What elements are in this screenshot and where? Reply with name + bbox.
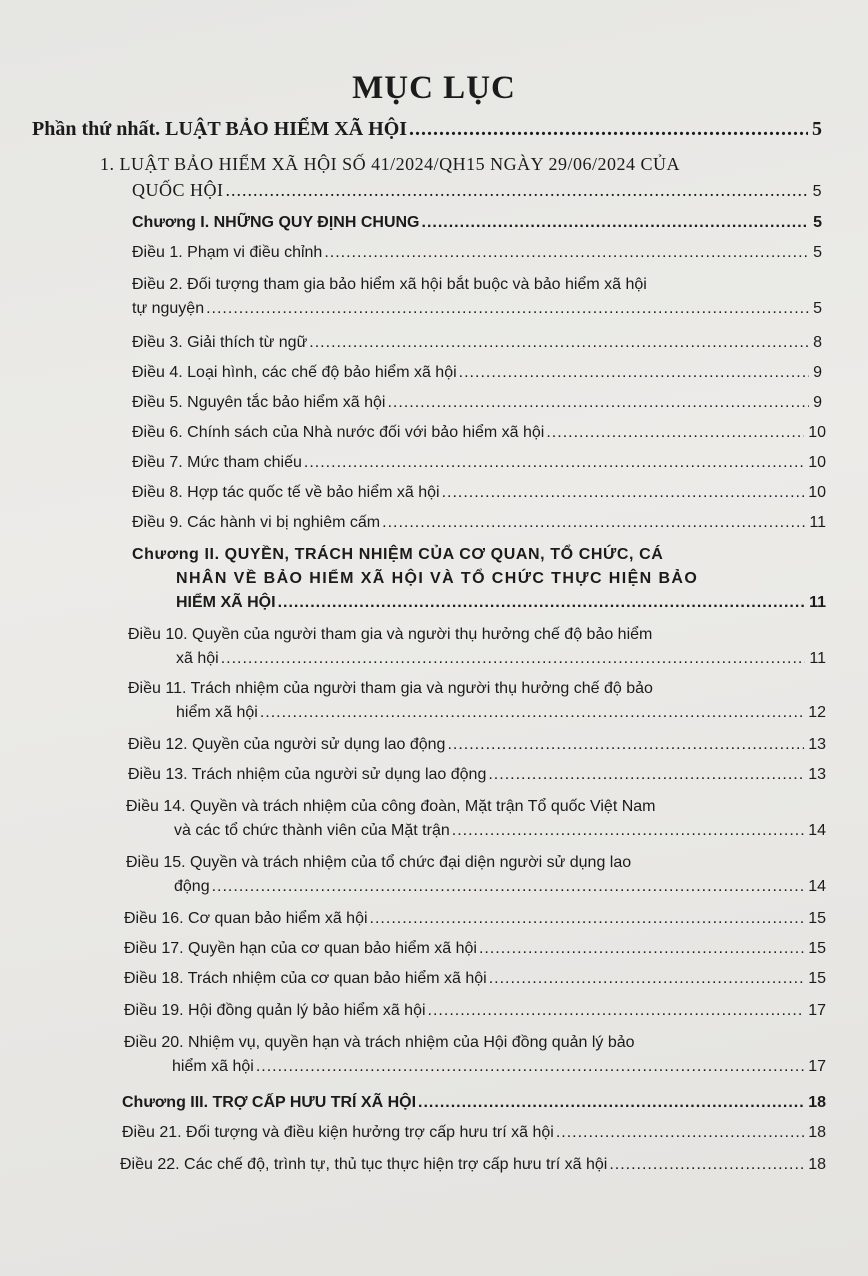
toc-page-number: 18 — [808, 1156, 826, 1173]
toc-entry-text: Điều 12. Quyền của người sử dụng lao động — [128, 736, 446, 753]
dot-leader — [206, 300, 809, 318]
toc-page-number: 11 — [809, 650, 826, 667]
toc-entry-article[interactable] — [176, 704, 826, 722]
toc-entry-text: hiểm xã hội — [176, 704, 258, 721]
toc-entry-text: Điều 13. Trách nhiệm của người sử dụng lao động — [128, 766, 487, 783]
toc-entry-article[interactable] — [174, 822, 826, 840]
dot-leader — [309, 334, 809, 352]
dot-leader — [489, 970, 805, 988]
toc-entry-text: QUỐC HỘI — [132, 180, 224, 200]
toc-entry-law-line: 1. LUẬT BẢO HIỂM XÃ HỘI SỐ 41/2024/QH15 NGÀY 29/06/2024 CỦA — [100, 154, 680, 174]
dot-leader — [442, 484, 805, 502]
toc-entry-article[interactable] — [132, 364, 822, 382]
dot-leader — [304, 454, 804, 472]
toc-entry-article-line: Điều 11. Trách nhiệm của người tham gia và người thụ hưởng chế độ bảo — [128, 680, 653, 697]
toc-entry-part[interactable] — [32, 118, 822, 141]
toc-entry-text: Chương I. NHỮNG QUY ĐỊNH CHUNG — [132, 214, 420, 231]
toc-page-number: 15 — [808, 940, 826, 957]
toc-entry-article[interactable] — [132, 454, 826, 472]
toc-entry-article[interactable] — [132, 244, 822, 262]
toc-entry-article-line: Điều 14. Quyền và trách nhiệm của công đoàn, Mặt trận Tổ quốc Việt Nam — [126, 798, 656, 815]
dot-leader — [459, 364, 809, 382]
toc-entry-text: Điều 1. Phạm vi điều chỉnh — [132, 244, 323, 261]
dot-leader — [428, 1002, 805, 1020]
toc-entry-text: động — [174, 878, 210, 895]
toc-entry-article[interactable] — [132, 514, 826, 532]
toc-page-number: 10 — [808, 454, 826, 471]
dot-leader — [556, 1124, 804, 1142]
toc-entry-article[interactable] — [174, 878, 826, 896]
toc-page-number: 17 — [808, 1058, 826, 1075]
toc-page-number: 9 — [813, 394, 822, 411]
toc-entry-article-line: Điều 20. Nhiệm vụ, quyền hạn và trách nhiệm của Hội đồng quản lý bảo — [124, 1034, 635, 1051]
toc-entry-text: Điều 21. Đối tượng và điều kiện hưởng trợ cấp hưu trí xã hội — [122, 1124, 554, 1141]
toc-entry-law[interactable] — [132, 180, 822, 201]
toc-entry-article[interactable] — [124, 1002, 826, 1020]
toc-page-number: 13 — [808, 736, 826, 753]
dot-leader — [387, 394, 809, 412]
dot-leader — [370, 910, 805, 928]
toc-entry-article[interactable] — [132, 484, 826, 502]
toc-entry-text: Điều 8. Hợp tác quốc tế về bảo hiểm xã hội — [132, 484, 440, 501]
toc-page-number: 14 — [808, 878, 826, 895]
toc-entry-article[interactable] — [172, 1058, 826, 1076]
toc-entry-text: Điều 18. Trách nhiệm của cơ quan bảo hiểm xã hội — [124, 970, 487, 987]
toc-page-number: 5 — [813, 244, 822, 261]
toc-entry-article[interactable] — [128, 766, 826, 784]
toc-entry-chapter-line: NHÂN VỀ BẢO HIỂM XÃ HỘI VÀ TỔ CHỨC THỰC HIỆN BẢO — [176, 570, 699, 587]
toc-entry-text: Điều 3. Giải thích từ ngữ — [132, 334, 308, 351]
dot-leader — [226, 180, 809, 201]
toc-page-number: 5 — [813, 300, 822, 317]
dot-leader — [221, 650, 806, 668]
toc-entry-article[interactable] — [122, 1124, 826, 1142]
toc-page-number: 5 — [812, 118, 822, 140]
toc-page-number: 10 — [808, 424, 826, 441]
toc-page-number: 14 — [808, 822, 826, 839]
toc-page-number: 11 — [809, 594, 826, 611]
toc-entry-article[interactable] — [124, 970, 826, 988]
toc-page-number: 5 — [813, 214, 822, 231]
toc-entry-article[interactable] — [120, 1156, 826, 1174]
toc-entry-article[interactable] — [176, 650, 826, 668]
toc-entry-text: và các tổ chức thành viên của Mặt trận — [174, 822, 450, 839]
dot-leader — [418, 1094, 804, 1112]
toc-entry-text: Điều 5. Nguyên tắc bảo hiểm xã hội — [132, 394, 386, 411]
toc-entry-text: Điều 9. Các hành vi bị nghiêm cấm — [132, 514, 381, 531]
dot-leader — [256, 1058, 804, 1076]
toc-entry-text: Chương III. TRỢ CẤP HƯU TRÍ XÃ HỘI — [122, 1094, 417, 1111]
dot-leader — [479, 940, 804, 958]
toc-page-number: 18 — [808, 1094, 826, 1111]
toc-page-number: 13 — [808, 766, 826, 783]
toc-entry-article[interactable] — [132, 300, 822, 318]
dot-leader — [452, 822, 804, 840]
dot-leader — [324, 244, 809, 262]
toc-entry-chapter-line: Chương II. QUYỀN, TRÁCH NHIỆM CỦA CƠ QUAN, TỔ CHỨC, CÁ — [132, 546, 664, 563]
toc-entry-chapter[interactable] — [176, 594, 826, 612]
dot-leader — [212, 878, 805, 896]
toc-entry-text: Điều 4. Loại hình, các chế độ bảo hiểm xã hội — [132, 364, 457, 381]
toc-entry-text: Điều 6. Chính sách của Nhà nước đối với bảo hiểm xã hội — [132, 424, 545, 441]
toc-entry-text: tự nguyện — [132, 300, 205, 317]
toc-entry-article[interactable] — [128, 736, 826, 754]
toc-page-number: 17 — [808, 1002, 826, 1019]
toc-entry-article-line: Điều 10. Quyền của người tham gia và người thụ hưởng chế độ bảo hiểm — [128, 626, 653, 643]
toc-entry-article-line: Điều 15. Quyền và trách nhiệm của tổ chức đại diện người sử dụng lao — [126, 854, 632, 871]
toc-entry-text: Điều 22. Các chế độ, trình tự, thủ tục thực hiện trợ cấp hưu trí xã hội — [120, 1156, 608, 1173]
toc-entry-text: xã hội — [176, 650, 219, 667]
toc-page-number: 15 — [808, 910, 826, 927]
toc-entry-text: Điều 17. Quyền hạn của cơ quan bảo hiểm xã hội — [124, 940, 477, 957]
toc-entry-text: hiểm xã hội — [172, 1058, 254, 1075]
toc-entry-text: Điều 19. Hội đồng quản lý bảo hiểm xã hội — [124, 1002, 426, 1019]
toc-entry-text: Phần thứ nhất. LUẬT BẢO HIỂM XÃ HỘI — [32, 118, 408, 140]
toc-page-number: 18 — [808, 1124, 826, 1141]
dot-leader — [488, 766, 804, 784]
toc-page-number: 8 — [813, 334, 822, 351]
dot-leader — [260, 704, 804, 722]
toc-entry-text: Điều 7. Mức tham chiếu — [132, 454, 302, 471]
dot-leader — [382, 514, 805, 532]
toc-page-number: 5 — [812, 183, 822, 200]
toc-entry-article[interactable] — [132, 334, 822, 352]
dot-leader — [447, 736, 804, 754]
toc-entry-article[interactable] — [132, 394, 822, 412]
dot-leader — [422, 214, 810, 232]
toc-entry-chapter[interactable] — [122, 1094, 826, 1112]
toc-entry-text: Điều 16. Cơ quan bảo hiểm xã hội — [124, 910, 368, 927]
toc-page-number: 15 — [808, 970, 826, 987]
toc-entry-article[interactable] — [124, 910, 826, 928]
toc-entry-article-line: Điều 2. Đối tượng tham gia bảo hiểm xã hội bắt buộc và bảo hiểm xã hội — [132, 276, 647, 293]
toc-entry-chapter[interactable] — [132, 214, 822, 232]
dot-leader — [546, 424, 804, 442]
dot-leader — [409, 118, 808, 141]
toc-page-number: 11 — [809, 514, 826, 531]
dot-leader — [609, 1156, 804, 1174]
toc-page-number: 12 — [808, 704, 826, 721]
toc-entry-article[interactable] — [124, 940, 826, 958]
toc-page-number: 9 — [813, 364, 822, 381]
toc-entry-text: HIỂM XÃ HỘI — [176, 594, 276, 611]
toc-page-number: 10 — [808, 484, 826, 501]
dot-leader — [278, 594, 806, 612]
toc-entry-article[interactable] — [132, 424, 826, 442]
page-title: MỤC LỤC — [352, 70, 516, 106]
